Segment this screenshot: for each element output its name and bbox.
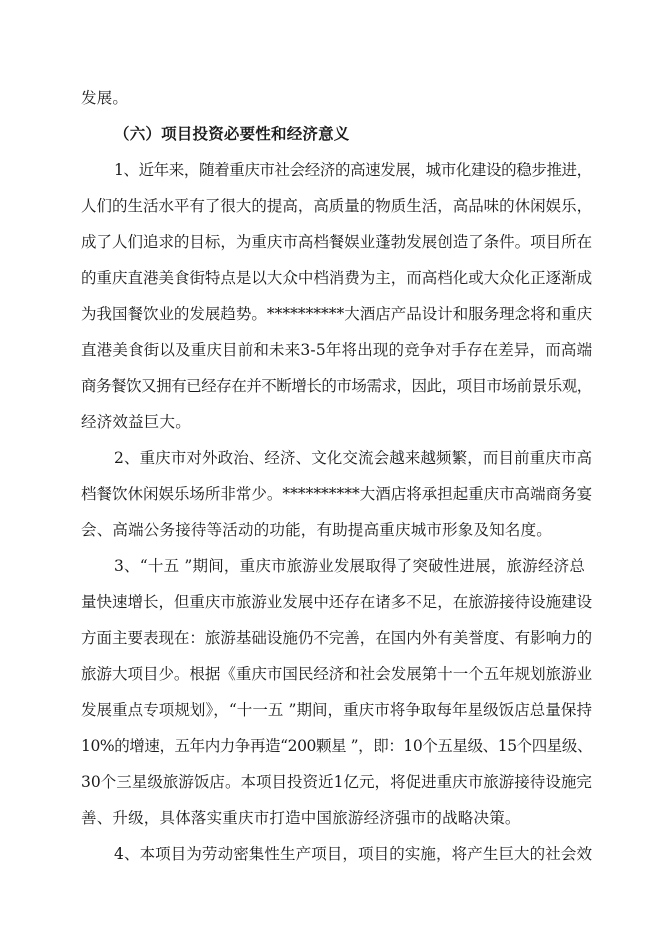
paragraph-1-line: 人们的生活水平有了很大的提高，高质量的物质生活，高品味的休闲娱乐，: [81, 197, 593, 215]
paragraph-2-line: 2、重庆市对外政治、经济、文化交流会越来越频繁，而目前重庆市高: [114, 449, 593, 467]
paragraph-1-line: 商务餐饮又拥有已经存在并不断增长的市场需求，因此，项目市场前景乐观，: [81, 377, 592, 395]
paragraph-2-line: 会、高端公务接待等活动的功能，有助提高重庆城市形象及知名度。: [81, 521, 553, 539]
section-heading: （六）项目投资必要性和经济意义: [114, 124, 350, 143]
paragraph-2-line: 档餐饮休闲娱乐场所非常少。**********大酒店将承担起重庆市高端商务宴: [81, 485, 593, 503]
paragraph-3-line: 30个三星级旅游饭店。本项目投资近1亿元，将促进重庆市旅游接待设施完: [81, 773, 592, 791]
paragraph-3-line: 旅游大项目少。根据《重庆市国民经济和社会发展第十一个五年规划旅游业: [81, 665, 593, 683]
text-line-continuation: 发展。: [81, 89, 129, 107]
paragraph-3-line: 量快速增长，但重庆市旅游业发展中还存在诸多不足，在旅游接待设施建设: [81, 593, 593, 611]
paragraph-4-line: 4、本项目为劳动密集性生产项目，项目的实施，将产生巨大的社会效: [114, 845, 593, 863]
paragraph-1-line: 为我国餐饮业的发展趋势。**********大酒店产品设计和服务理念将和重庆: [81, 305, 593, 323]
paragraph-3-line: 方面主要表现在：旅游基础设施仍不完善，在国内外有美誉度、有影响力的: [81, 629, 593, 647]
paragraph-3-line: 3、“十五 ”期间，重庆市旅游业发展取得了突破性进展，旅游经济总: [114, 557, 586, 575]
paragraph-1-line: 经济效益巨大。: [81, 413, 191, 431]
paragraph-3-line: 10%的增速，五年内力争再造“200颗星 ”，即：10个五星级、15个四星级、: [81, 737, 593, 755]
paragraph-3-line: 善、升级，具体落实重庆市打造中国旅游经济强市的战略决策。: [81, 809, 521, 827]
paragraph-1-line: 成了人们追求的目标，为重庆市高档餐娱业蓬勃发展创造了条件。项目所在: [81, 233, 593, 251]
paragraph-1-line: 直港美食街以及重庆目前和未来3-5年将出现的竞争对手存在差异，而高端: [81, 341, 593, 359]
paragraph-3-line: 发展重点专项规划》，“十一五 ”期间，重庆市将争取每年星级饭店总量保持: [81, 701, 593, 719]
paragraph-1-line: 的重庆直港美食街特点是以大众中档消费为主，而高档化或大众化正逐渐成: [81, 269, 593, 287]
paragraph-1-line: 1、近年来，随着重庆市社会经济的高速发展，城市化建设的稳步推进，: [114, 161, 592, 179]
